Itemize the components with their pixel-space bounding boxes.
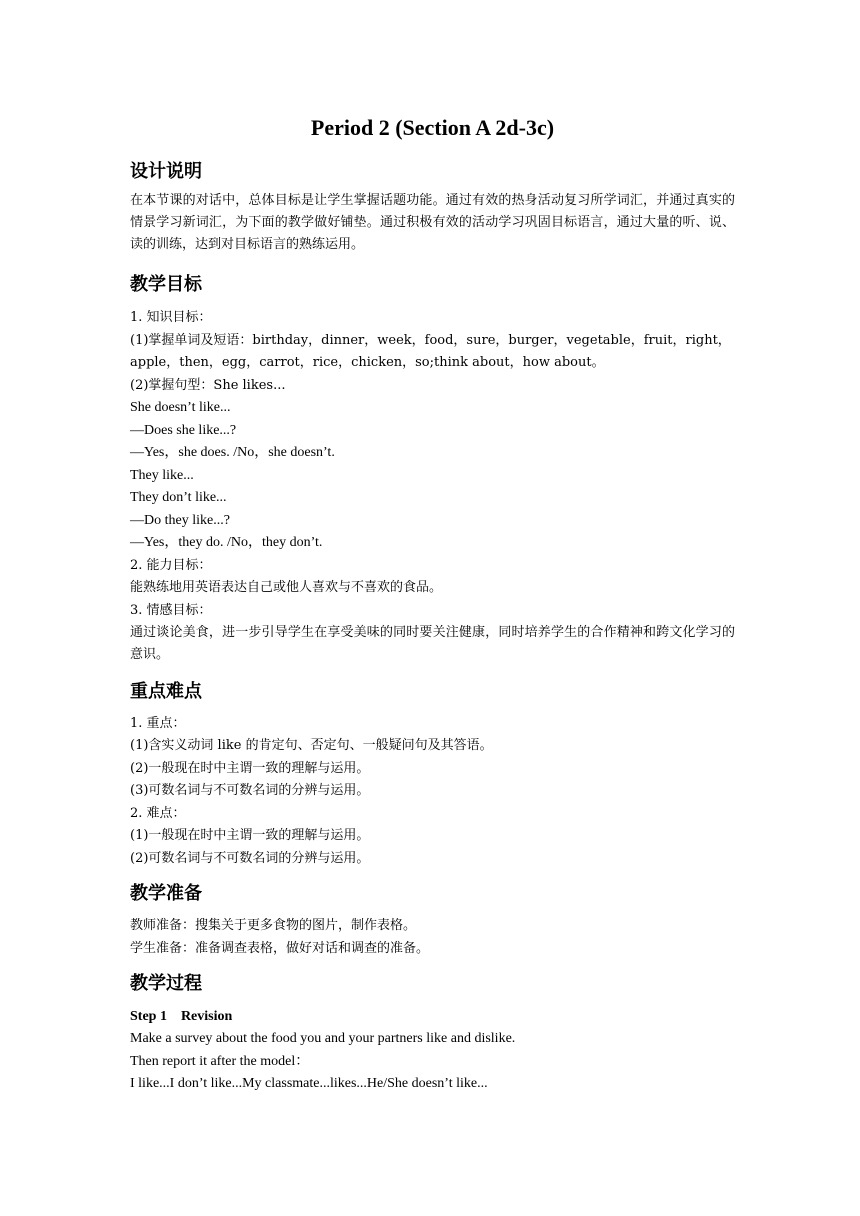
document-title: Period 2 (Section A 2d-3c) [310, 115, 555, 140]
objective-line: —Yes，she does. /No，she doesn’t. [130, 445, 335, 460]
key-point-line: (1)含实义动词 like 的肯定句、否定句、一般疑问句及其答语。 [130, 738, 493, 753]
key-point-line: (2)可数名词与不可数名词的分辨与运用。 [130, 851, 370, 866]
objective-line: apple，then，egg，carrot，rice，chicken，so;think about，how about。 [130, 355, 605, 370]
heading-teaching-process: 教学过程 [130, 973, 202, 994]
heading-design-notes: 设计说明 [130, 161, 202, 182]
objective-line: They don’t like... [130, 490, 227, 505]
key-point-line: (1)一般现在时中主谓一致的理解与运用。 [130, 828, 370, 843]
design-paragraph: 在本节课的对话中，总体目标是让学生掌握话题功能。通过有效的热身活动复习所学词汇，并通过真实的情景学习新词汇，为下面的教学做好铺垫。通过积极有效的活动学习巩固目标语言，通过大量的听、说、读的训练，达到对目标语言的熟练运用。 [130, 193, 735, 252]
objective-line: —Yes，they do. /No，they don’t. [130, 535, 323, 550]
heading-teaching-objectives: 教学目标 [130, 274, 202, 295]
objective-line: —Do they like...? [130, 513, 230, 528]
preparation-line: 学生准备：准备调查表格，做好对话和调查的准备。 [130, 941, 430, 956]
key-point-line: 1. 重点： [130, 716, 186, 731]
objective-line: She doesn’t like... [130, 400, 231, 415]
heading-preparation: 教学准备 [130, 883, 202, 904]
objective-line: (1)掌握单词及短语：birthday，dinner，week，food，sure，burger，vegetable，fruit，right， [130, 333, 731, 348]
process-line: Make a survey about the food you and your partners like and dislike. [130, 1031, 516, 1046]
objective-line: They like... [130, 468, 194, 483]
objective-line: (2)掌握句型：She likes... [130, 378, 286, 393]
process-line: Then report it after the model： [130, 1054, 310, 1069]
preparation-line: 教师准备：搜集关于更多食物的图片，制作表格。 [130, 918, 417, 933]
objective-line: 1. 知识目标： [130, 310, 212, 325]
objective-line: —Does she like...? [130, 423, 237, 438]
key-point-line: 2. 难点： [130, 806, 186, 821]
heading-key-points: 重点难点 [130, 681, 202, 702]
key-point-line: (2)一般现在时中主谓一致的理解与运用。 [130, 761, 370, 776]
step-label: Step 1 Revision [130, 1009, 233, 1024]
key-point-line: (3)可数名词与不可数名词的分辨与运用。 [130, 783, 370, 798]
objective-line: 能熟练地用英语表达自己或他人喜欢与不喜欢的食品。 [130, 580, 443, 595]
objective-line: 3. 情感目标： [130, 603, 212, 618]
affective-paragraph: 通过谈论美食，进一步引导学生在享受美味的同时要关注健康，同时培养学生的合作精神和跨文化学习的意识。 [130, 625, 735, 662]
objective-line: 2. 能力目标： [130, 558, 212, 573]
process-line: I like...I don’t like...My classmate...likes...He/She doesn’t like... [130, 1076, 488, 1091]
